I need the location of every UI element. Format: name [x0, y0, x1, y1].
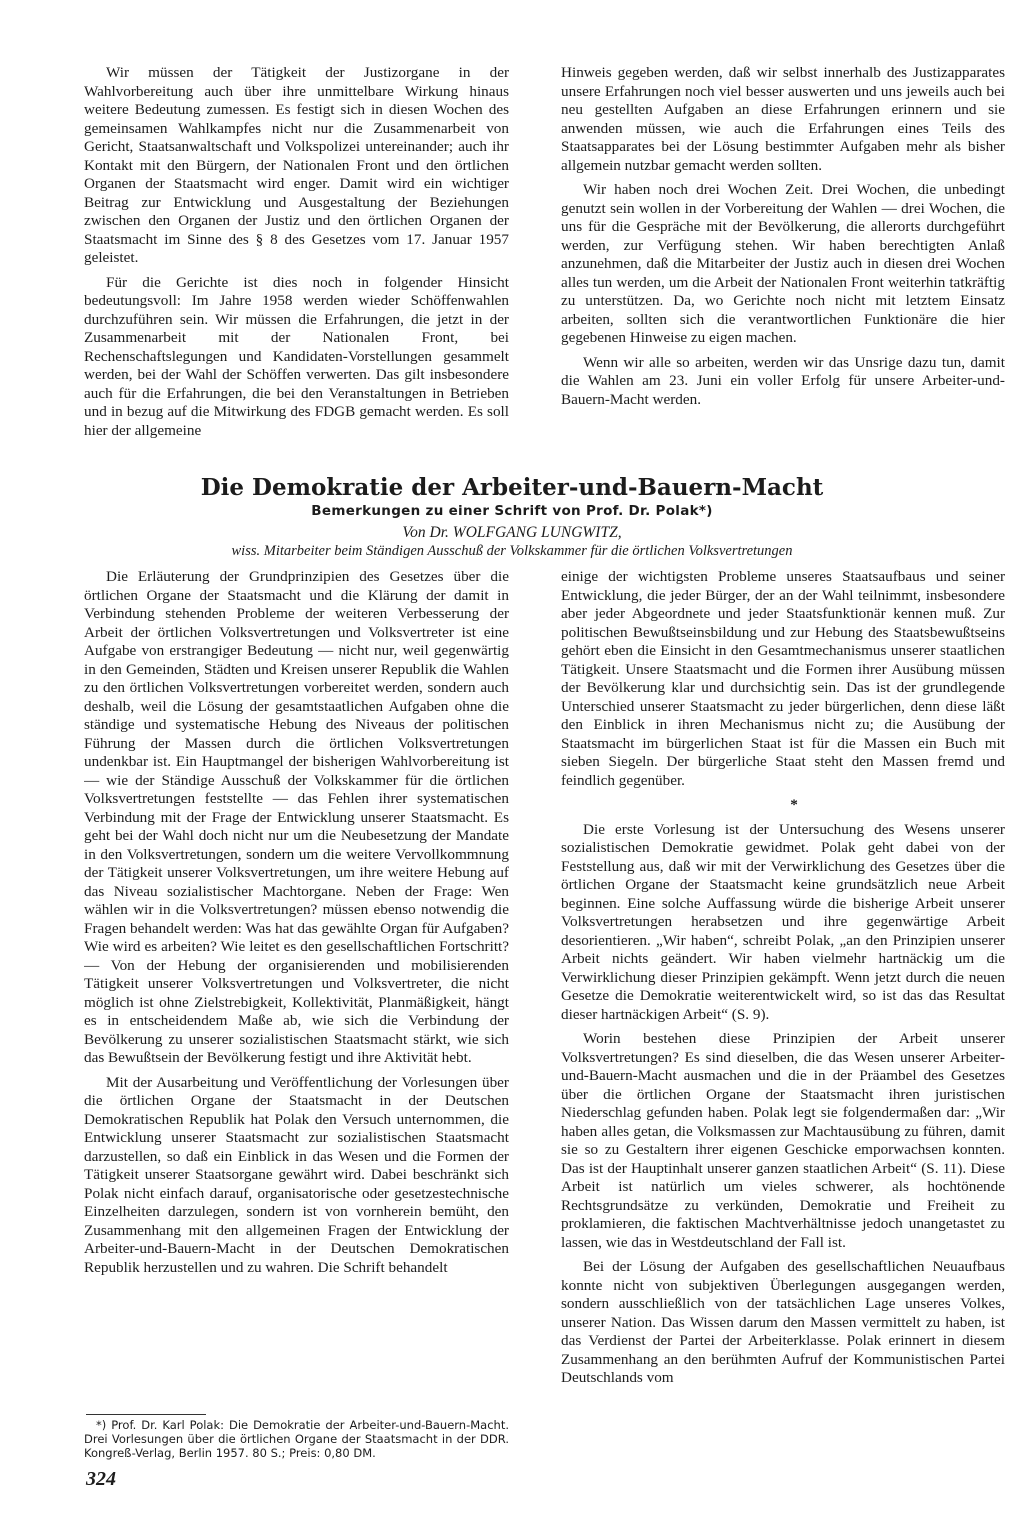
paragraph: Die erste Vorlesung ist der Untersuchung des Wesens unserer sozialistischen Demokratie gewidmet. Polak geht dabei von der Feststellung aus, daß wir mit der Verwirklichung des Gesetzes über die örtlichen Organe der Staatsmacht keine grundsätzlich neue Arbeit beginnen. Eine solche Auffassung würde die bisherige Arbeit unserer Volksvertretungen herabsetzen und ihre gegenwärtige Arbeit desorientieren. „Wir haben“, schreibt Polak, „an den Prinzipien unserer Arbeit nichts geändert. Wir haben vielmehr hartnäckig um die Verwirklichung dieser Prinzipien gekämpft. Wenn jetzt durch die neuen Gesetze die Demokratie weiterentwickelt wird, so ist das das Resultat dieser hartnäckigen Arbeit“ (S. 9). [561, 820, 1005, 1023]
column-top-left [84, 64, 509, 468]
article-title: Die Demokratie der Arbeiter-und-Bauern-Macht [200, 474, 824, 501]
page-number: 324 [86, 1468, 116, 1490]
footnote: *) Prof. Dr. Karl Polak: Die Demokratie der Arbeiter-und-Bauern-Macht. Drei Vorlesungen über die örtlichen Organe der Staatsmacht in der DDR. Kongreß-Verlag, Berlin 1957. 80 S.; Preis: 0,80 DM. [84, 1418, 509, 1460]
article-subtitle: Bemerkungen zu einer Schrift von Prof. Dr. Polak*) [311, 503, 713, 519]
paragraph: Mit der Ausarbeitung und Veröffentlichung der Vorlesungen über die örtlichen Organe der Staatsmacht in der Deutschen Demokratischen Republik hat Polak den Versuch unternommen, die Entwicklung unserer Staatsmacht zur sozialistischen Staatsmacht darzustellen, so daß ein Einblick in das Wesen und die Formen der Tätigkeit unserer Staatsorgane gewährt wird. Dabei beschränkt sich Polak nicht einfach darauf, organisatorische oder gesetzestechnische Einzelheiten darzulegen, sondern ist von vornherein bemüht, den Zusammenhang mit den allgemeinen Fragen der Entwicklung der Arbeiter-und-Bauern-Macht in der Deutschen Demokratischen Republik herzustellen und zu wahren. Die Schrift behandelt [84, 1073, 509, 1276]
author-affiliation: wiss. Mitarbeiter beim Ständigen Ausschuß der Volkskammer für die örtlichen Volksvertretungen [231, 543, 793, 559]
paragraph: Die Erläuterung der Grundprinzipien des Gesetzes über die örtlichen Organe der Staatsmacht und die Klärung der damit in Verbindung stehenden Probleme der weiteren Verbesserung der Arbeit der örtlichen Volksvertretungen und Volksvertreter ist eine Aufgabe von erstrangiger Bedeutung — nicht nur, weil gegenwärtig in den Gemeinden, Städten und Kreisen unserer Republik die Wahlen zu den örtlichen Volksvertretungen vorbereitet werden, sondern auch deshalb, weil die Lösung der gesamtstaatlichen Aufgaben ohne die ständige und systematische Hebung des Niveaus der politischen Führung der Massen durch die örtlichen Volksvertretungen undenkbar ist. Ein Hauptmangel der bisherigen Wahlvorbereitung ist — wie der Ständige Ausschuß der Volkskammer für die örtlichen Volksvertretungen feststellte — das Fehlen ihrer systematischen Verbindung mit der Frage der Entwicklung unserer Staatsmacht. Es geht bei der Wahl doch nicht nur um die Neubesetzung der Mandate in den Volksvertretungen, sondern um die weitere Vervollkommnung der Tätigkeit unserer Volksvertretungen, um ihre weitere Hebung auf das Niveau sozialistischer Machtorgane. Neben der Frage: Wen wählen wir in die Volksvertretungen? müssen ebenso notwendig die Fragen behandelt werden: Was hat das gewählte Organ für Aufgaben? Wie wird es arbeiten? Wie leitet es den gesellschaftlichen Fortschritt? — Von der Hebung der organisierenden und mobilisierenden Tätigkeit unserer Volksvertretungen und Volksvertreter, die nicht möglich ist ohne Zielstrebigkeit, Kollektivität, Planmäßigkeit, hängt es in entscheidendem Maße ab, wie sich die Verbindung der Bevölkerung zu unserer sozialistischen Staatsmacht stärkt, wie sich das Bewußtsein der Bevölkerung festigt und ihre Aktivität hebt. [84, 568, 509, 1066]
footnote-rule [86, 1414, 206, 1415]
section-separator: * [790, 796, 798, 813]
paragraph: Hinweis gegeben werden, daß wir selbst innerhalb des Justizapparates unsere Erfahrungen noch viel besser auswerten und uns jeweils auch bei neu gestellten Aufgaben an diese Erfahrungen erinnern und sie anwenden müssen, wie auch die Erfahrungen eines Teils des Staatsapparates bei der Lösung bestimmter Aufgaben mehr als bisher allgemein nutzbar gemacht werden sollten. [561, 64, 1005, 174]
paragraph: Wir haben noch drei Wochen Zeit. Drei Wochen, die unbedingt genutzt sein wollen in der Vorbereitung der Wahlen — drei Wochen, die uns für die Gespräche mit der Bevölkerung, die allerorts durchgeführt werden, zur Verfügung stehen. Wir haben berechtigten Anlaß anzunehmen, daß die Mitarbeiter der Justiz auch in diesen drei Wochen alles tun werden, um die Arbeit der Nationalen Front weiterhin tatkräftig zu unterstützen. Da, wo Gerichte noch nicht mit letztem Einsatz arbeiten, sollten sich die verantwortlichen Funktionäre die hier gegebenen Hinweise zu eigen machen. [561, 181, 1005, 346]
paragraph: einige der wichtigsten Probleme unseres Staatsaufbaus und seiner Entwicklung, die jeder Bürger, der an der Wahl teilnimmt, insbesondere aber jeder Abgeordnete und jeder Staatsfunktionär kennen muß. Zur politischen Bewußtseinsbildung und zur Hebung des Staatsbewußtseins gehört eben die Einsicht in den Gesamtmechanismus unserer staatlichen Tätigkeit. Unsere Staatsmacht und die Formen ihrer Ausübung müssen der Bevölkerung klar und durchsichtig sein. Das ist der grundlegende Unterschied unserer Staatsmacht zu jeder bürgerlichen, denn diese läßt den Einblick in ihren Mechanismus nicht zu; die Ausübung der Staatsmacht im bürgerlichen Staat ist für die Massen ein Buch mit sieben Siegeln. Der bürgerliche Staat steht den Massen fremd und feindlich gegenüber. [561, 568, 1005, 789]
paragraph: Für die Gerichte ist dies noch in folgender Hinsicht bedeutungsvoll: Im Jahre 1958 werden wieder Schöffenwahlen durchzuführen sein. Wir müssen die Erfahrungen, die jetzt in der Zusammenarbeit mit der Nationalen Front, bei Rechenschaftslegungen und Kandidaten-Vorstellungen gesammelt werden, bei der Wahl der Schöffen verwerten. Das gilt insbesondere auch für die Erfahrungen, die bei den Veranstaltungen in Betrieben und in bezug auf die Mitwirkung des FDGB gemacht werden. Es soll hier der allgemeine [84, 273, 509, 439]
article-author: Von Dr. WOLFGANG LUNGWITZ, [402, 524, 622, 541]
column-top-right [561, 64, 1005, 468]
paragraph: Wir müssen der Tätigkeit der Justizorgane in der Wahlvorbereitung auch über ihre unmittelbare Wirkung hinaus weitere Bedeutung zumessen. Es festigt sich in diesen Wochen des gemeinsamen Wahlkampfes nicht nur die Zusammenarbeit von Gericht, Staatsanwaltschaft und Volkspolizei untereinander; auch ihr Kontakt mit den Bürgern, der Nationalen Front und den örtlichen Organen der Staatsmacht wird enger. Damit wird ein wichtiger Beitrag zur Entwicklung und Ausgestaltung der Beziehungen zwischen den Organen der Justiz und den örtlichen Organen der Staatsmacht im Sinne des § 8 des Gesetzes vom 17. Januar 1957 geleistet. [84, 64, 509, 266]
paragraph: Bei der Lösung der Aufgaben des gesellschaftlichen Neuaufbaus konnte nicht von subjektiven Überlegungen ausgegangen werden, sondern ausschließlich von der tatsächlichen Lage unseres Volkes, unserer Nation. Das Wissen darum den Massen vermittelt zu haben, ist das Verdienst der Partei der Arbeiterklasse. Polak erinnert in diesem Zusammenhang an den berühmten Aufruf der Kommunistischen Partei Deutschlands vom [561, 1258, 1005, 1386]
column-bottom-right [561, 568, 1005, 1440]
paragraph: Worin bestehen diese Prinzipien der Arbeit unserer Volksvertretungen? Es sind dieselben, die das Wesen unserer Arbeiter-und-Bauern-Macht ausmachen und die in der Präambel des Gesetzes über die örtlichen Organe der Staatsmacht ihren juristischen Niederschlag gefunden haben. Polak legt sie folgendermaßen dar: „Wir haben alles getan, die Volksmassen zur Machtausübung zu führen, damit sie so zu Gestaltern ihrer eigenen Geschicke emporwachsen konnten. Das ist der Hauptinhalt unserer ganzen staatlichen Arbeit“ (S. 11). Diese Arbeit ist natürlich um vieles schwerer, als hochtönende Rechtsgrundsätze zu verkünden, Demokratie und Freiheit zu proklamieren, die faktischen Machtverhältnisse jedoch unangetastet zu lassen, wie das in Westdeutschland der Fall ist. [561, 1030, 1005, 1251]
column-bottom-left [84, 568, 509, 1408]
paragraph: Wenn wir alle so arbeiten, werden wir das Unsrige dazu tun, damit die Wahlen am 23. Juni ein voller Erfolg für unsere Arbeiter-und-Bauern-Macht werden. [561, 353, 1005, 408]
